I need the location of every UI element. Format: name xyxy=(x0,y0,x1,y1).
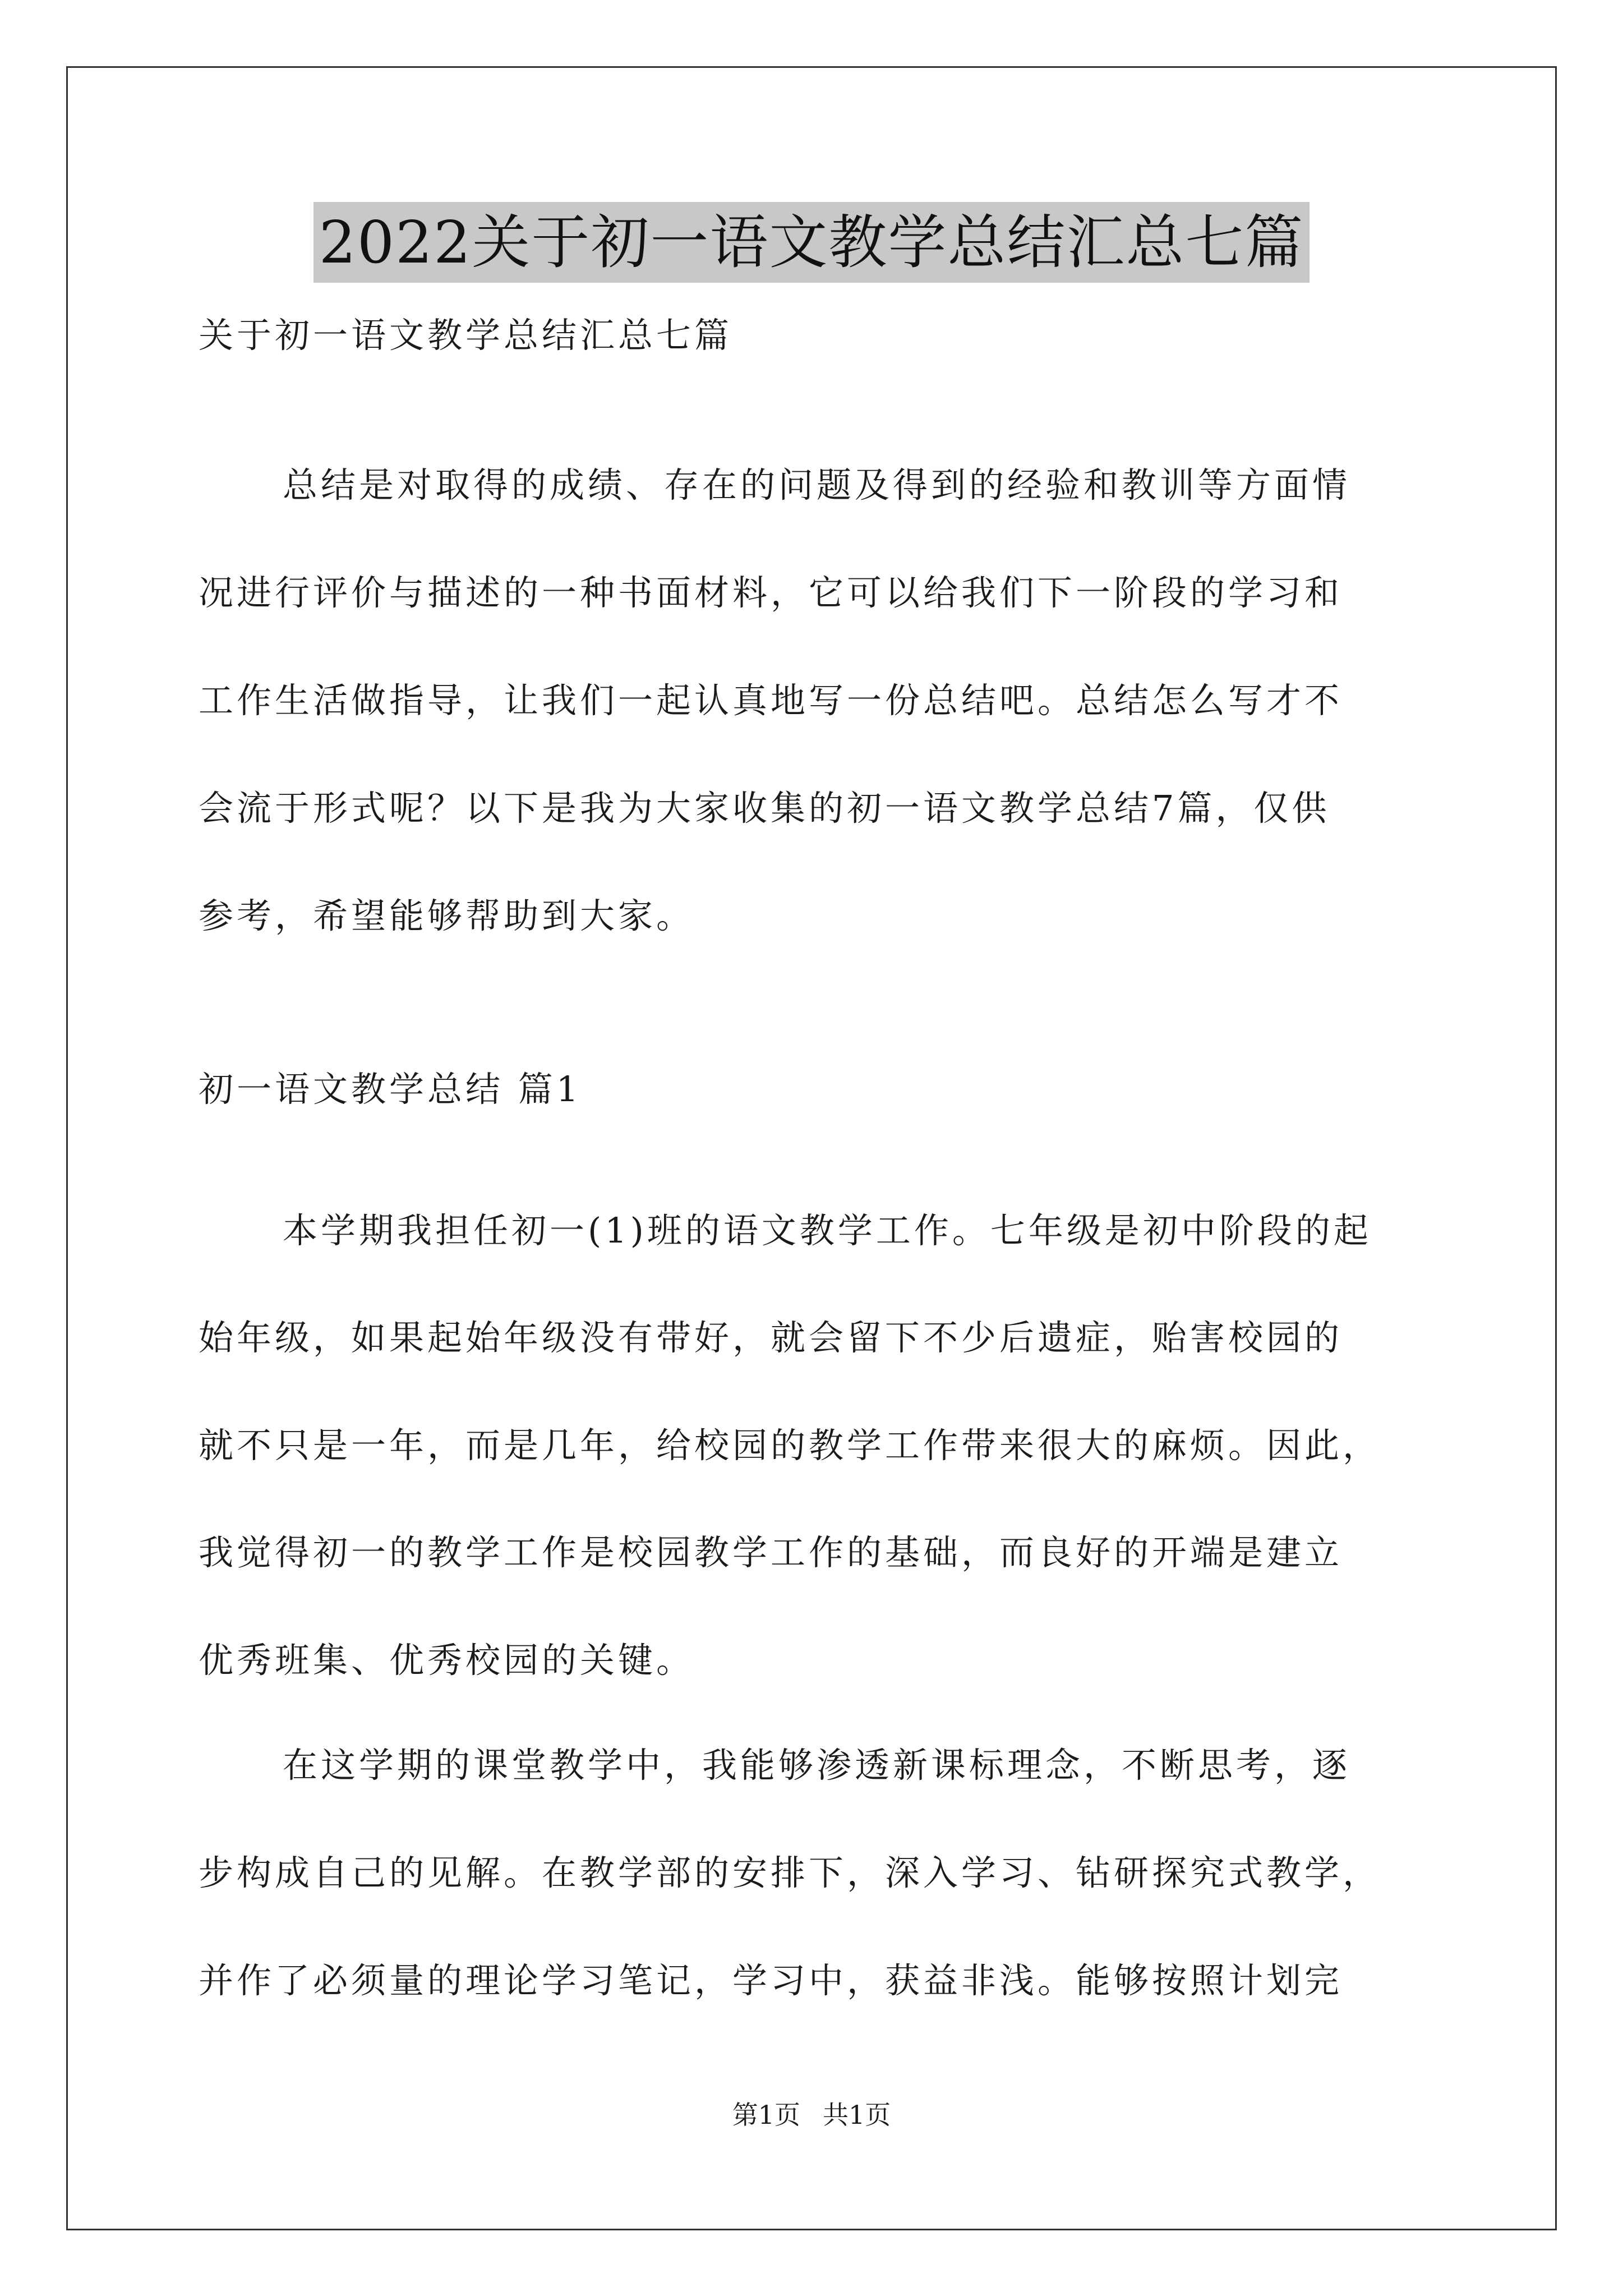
body-line-10: 我觉得初一的教学工作是校园教学工作的基础，而良好的开端是建立 xyxy=(199,1532,1343,1573)
page-footer xyxy=(0,2098,1623,2132)
body-line-11: 优秀班集、优秀校园的关键。 xyxy=(199,1640,695,1681)
body-line-8: 始年级，如果起始年级没有带好，就会留下不少后遗症，贻害校园的 xyxy=(199,1317,1343,1358)
body-line-1: 关于初一语文教学总结汇总七篇 xyxy=(199,315,733,356)
body-line-6: 参考，希望能够帮助到大家。 xyxy=(199,895,695,936)
body-line-9: 就不只是一年，而是几年，给校园的教学工作带来很大的麻烦。因此， xyxy=(199,1425,1381,1466)
body-line-3: 况进行评价与描述的一种书面材料，它可以给我们下一阶段的学习和 xyxy=(199,572,1343,613)
body-line-7: 本学期我担任初一(1)班的语文教学工作。七年级是初中阶段的起 xyxy=(283,1210,1372,1251)
page-number: 第1页 xyxy=(732,2100,800,2130)
body-line-13: 步构成自己的见解。在教学部的安排下，深入学习、钻研探究式教学， xyxy=(199,1852,1381,1893)
body-line-14: 并作了必须量的理论学习笔记，学习中，获益非浅。能够按照计划完 xyxy=(199,1960,1343,2001)
document-title: 2022关于初一语文教学总结汇总七篇 xyxy=(313,202,1310,283)
page-total: 共1页 xyxy=(823,2100,891,2130)
body-line-12: 在这学期的课堂教学中，我能够渗透新课标理念，不断思考，逐 xyxy=(283,1745,1351,1786)
body-line-5: 会流于形式呢？以下是我为大家收集的初一语文教学总结7篇，仅供 xyxy=(199,788,1330,829)
section-heading: 初一语文教学总结 篇1 xyxy=(199,1069,582,1110)
body-line-4: 工作生活做指导，让我们一起认真地写一份总结吧。总结怎么写才不 xyxy=(199,680,1343,721)
page-border xyxy=(66,66,1557,2230)
body-line-2: 总结是对取得的成绩、存在的问题及得到的经验和教训等方面情 xyxy=(283,464,1351,505)
title-container xyxy=(0,202,1623,283)
